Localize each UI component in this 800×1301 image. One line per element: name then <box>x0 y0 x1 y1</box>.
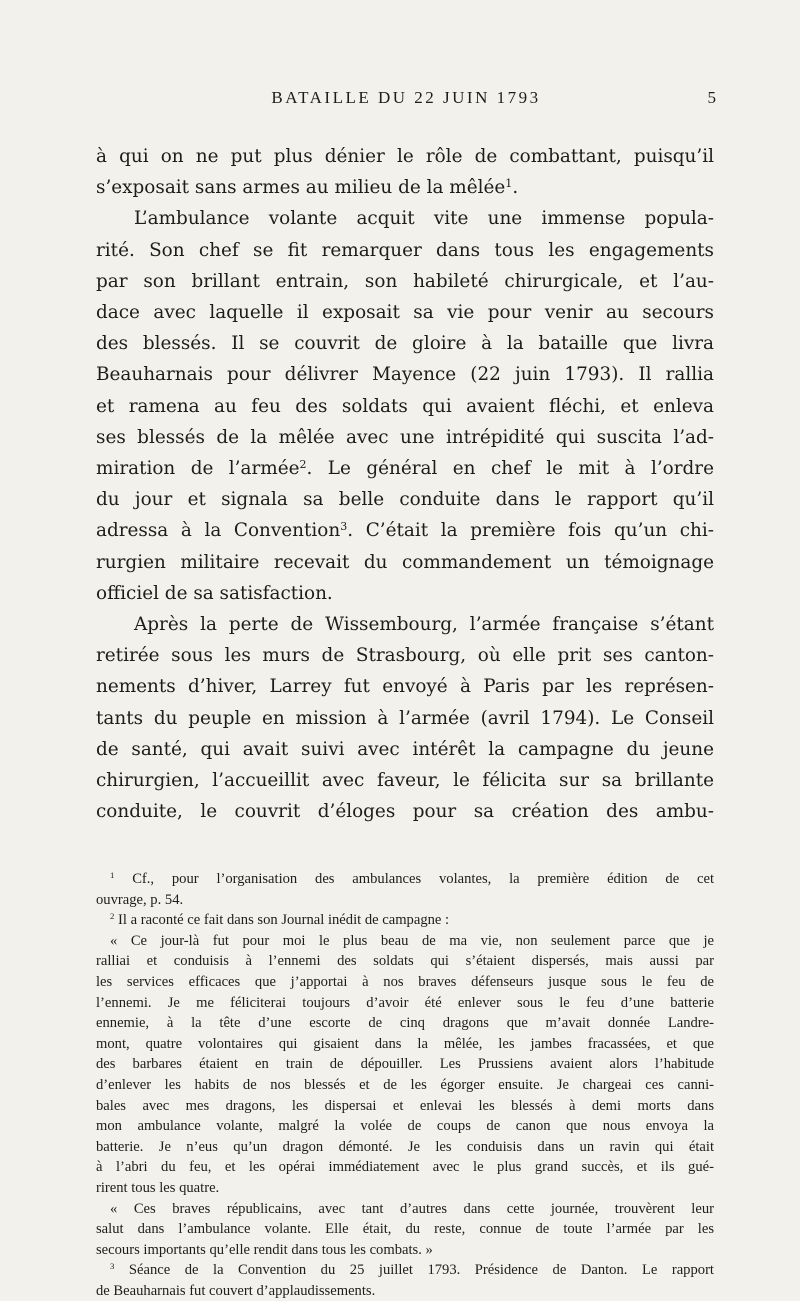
text-line: chirurgien, l’accueillit avec faveur, le félicita sur sa brillante <box>96 770 714 792</box>
text-line: officiel de sa satisfaction. <box>96 582 333 604</box>
footnote-line: bales avec mes dragons, les dispersai et enlevai les blessés à demi morts dans <box>96 1097 714 1114</box>
footnote-ref: 2 <box>299 457 307 471</box>
text-line: Après la perte de Wissembourg, l’armée française s’étant <box>134 614 714 636</box>
footnote-line: batterie. Je n’eus qu’un dragon démonté. Je les conduisis dans un ravin qui était <box>96 1138 714 1155</box>
text-line: retirée sous les murs de Strasbourg, où elle prit ses canton- <box>96 645 714 667</box>
footnote-line: $^2$ Il a raconté ce fait dans son Journal inédit de campagne : <box>110 911 450 929</box>
text-line: et ramena au feu des soldats qui avaient fléchi, et enleva <box>96 395 714 417</box>
text-line: miration de l’armée$^2$. Le général en chef le mit à l’ordre <box>96 457 714 480</box>
footnote-line: d’enlever les habits de nos blessés et de les égorger ensuite. Je chargeai ces canni- <box>96 1076 714 1093</box>
text-line: du jour et signala sa belle conduite dans le rapport qu’il <box>96 489 714 511</box>
text-line: des blessés. Il se couvrit de gloire à la bataille que livra <box>96 333 714 355</box>
footnote-line: secours importants qu’elle rendit dans tous les combats. » <box>96 1241 433 1258</box>
text-line: nements d’hiver, Larrey fut envoyé à Paris par les représen- <box>96 676 714 698</box>
text-line: de santé, qui avait suivi avec intérêt la campagne du jeune <box>96 738 714 760</box>
footnote-line: à l’abri du feu, et les opérai immédiatement avec le plus grand succès, et ils gué- <box>96 1159 714 1176</box>
footnote-line: mont, quatre volontaires qui gisaient dans la mêlée, les jambes fracassées, et que <box>96 1035 714 1052</box>
text-line: L’ambulance volante acquit vite une immense popula- <box>134 208 714 230</box>
footnote-line: salut dans l’ambulance volante. Elle était, du reste, connue de toute l’armée par les <box>96 1221 714 1238</box>
footnote-line: $^1$ Cf., pour l’organisation des ambulances volantes, la première édition de cet <box>110 870 714 887</box>
footnote-line: ralliai et conduisis à l’ennemi des soldats qui s’étaient dispersés, mais aussi par <box>96 953 714 970</box>
text-line: Beauharnais pour délivrer Mayence (22 juin 1793). Il rallia <box>96 364 714 386</box>
footnote-line: rirent tous les quatre. <box>96 1179 220 1196</box>
footnote-line: mon ambulance volante, malgré la volée de coups de canon que nous envoya la <box>96 1118 714 1135</box>
footnote-line: « Ces braves républicains, avec tant d’autres dans cette journée, trouvèrent leur <box>110 1200 714 1217</box>
text-line: par son brillant entrain, son habileté chirurgicale, et l’au- <box>96 270 714 292</box>
footnote-marker: 3 <box>110 1261 115 1272</box>
text-line: s’exposait sans armes au milieu de la mêlée$^1$. <box>96 177 519 199</box>
footnote-line: des barbares étaient en train de dépouiller. Les Prussiens avaient alors l’habitude <box>96 1056 714 1073</box>
text-line: rurgien militaire recevait du commandement un témoignage <box>96 551 714 573</box>
footnote-line: $^3$ Séance de la Convention du 25 juillet 1793. Présidence de Danton. Le rapport <box>110 1261 714 1279</box>
running-head <box>96 88 716 114</box>
text-line: dace avec laquelle il exposait sa vie pour venir au secours <box>96 302 714 324</box>
footnote-marker: 1 <box>110 870 115 881</box>
text-line: conduite, le couvrit d’éloges pour sa création des ambu- <box>96 801 714 823</box>
running-title: BATAILLE DU 22 JUIN 1793 <box>271 88 541 107</box>
footnote-marker: 2 <box>110 911 115 922</box>
footnote-ref: 3 <box>340 520 348 534</box>
footnotes <box>96 869 714 1301</box>
footnote-line: ennemie, à la tête d’une escorte de cinq dragons que m’avait donnée Landre- <box>96 1015 714 1032</box>
text-line: ses blessés de la mêlée avec une intrépidité qui suscita l’ad- <box>96 426 714 448</box>
text-line: tants du peuple en mission à l’armée (avril 1794). Le Conseil <box>96 707 714 729</box>
footnote-line: ouvrage, p. 54. <box>96 891 184 908</box>
text-line: adressa à la Convention$^3$. C’était la première fois qu’un chi- <box>96 520 714 542</box>
footnote-line: « Ce jour-là fut pour moi le plus beau de ma vie, non seulement parce que je <box>110 932 714 949</box>
text-line: rité. Son chef se fit remarquer dans tous les engagements <box>96 239 714 261</box>
main-text <box>96 141 714 827</box>
footnote-line: l’ennemi. Je me féliciterai toujours d’avoir été enlever sous le feu d’une batterie <box>96 994 714 1011</box>
footnote-line: de Beauharnais fut couvert d’applaudissements. <box>96 1282 376 1299</box>
text-line: à qui on ne put plus dénier le rôle de combattant, puisqu’il <box>96 146 714 167</box>
footnote-ref: 1 <box>505 177 513 191</box>
footnote-line: les services efficaces que j’apportai à nos braves défenseurs jusque sous le feu de <box>96 973 714 990</box>
page-number: 5 <box>707 88 716 107</box>
